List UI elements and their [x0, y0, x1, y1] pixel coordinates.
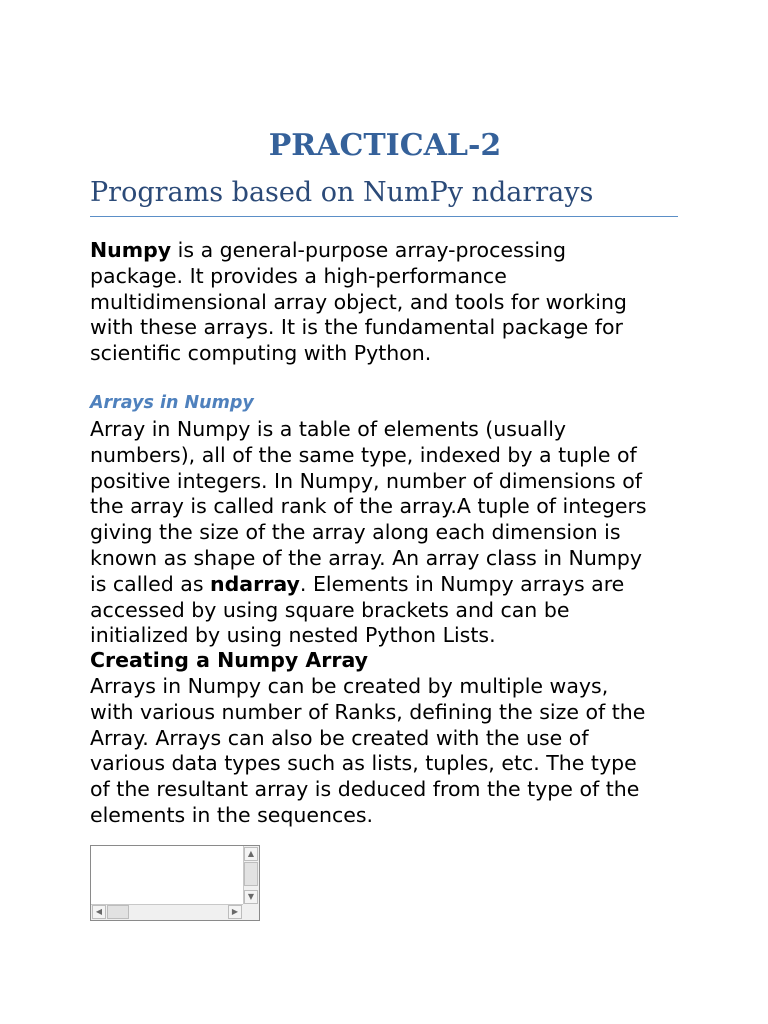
- arrays-line7-rest: . Elements in Numpy arrays are: [299, 571, 625, 596]
- page-title: PRACTICAL-2: [268, 128, 502, 163]
- horizontal-scroll-thumb[interactable]: [107, 905, 129, 919]
- page-subtitle: Programs based on NumPy ndarrays: [90, 177, 594, 208]
- scroll-right-button[interactable]: ▶: [228, 905, 242, 919]
- ndarray-term: ndarray: [210, 571, 300, 596]
- intro-line: scientific computing with Python.: [90, 341, 432, 366]
- scroll-up-button[interactable]: ▲: [244, 847, 258, 861]
- scroll-down-button[interactable]: ▼: [244, 890, 258, 904]
- arrays-line: initialized by using nested Python Lists.: [90, 623, 496, 648]
- creating-line: Array. Arrays can also be created with the use of: [90, 725, 589, 750]
- intro-line: multidimensional array object, and tools for working: [90, 289, 627, 314]
- vertical-scroll-thumb[interactable]: [244, 862, 258, 886]
- horizontal-scrollbar[interactable]: [91, 904, 243, 920]
- intro-term: Numpy: [90, 238, 172, 262]
- section-heading-arrays: Arrays in Numpy: [90, 393, 254, 413]
- scrollbar-corner: [243, 904, 259, 920]
- arrays-line: the array is called rank of the array.A tuple of integers: [90, 494, 647, 519]
- arrays-line: numbers), all of the same type, indexed by a tuple of: [90, 442, 637, 467]
- intro-line1-text: is a general-purpose array-processing: [171, 238, 567, 262]
- arrays-line: giving the size of the array along each dimension is: [90, 520, 621, 545]
- arrays-line: [90, 572, 690, 598]
- creating-line: with various number of Ranks, defining the size of the: [90, 699, 646, 724]
- creating-line: Arrays in Numpy can be created by multiple ways,: [90, 674, 609, 698]
- intro-line: with these arrays. It is the fundamental package for: [90, 315, 623, 340]
- subtitle-divider: [90, 216, 678, 217]
- intro-line: [90, 238, 690, 264]
- vertical-scrollbar[interactable]: [243, 846, 259, 905]
- scroll-left-button[interactable]: ◀: [92, 905, 106, 919]
- embedded-object-box[interactable]: [90, 845, 260, 921]
- arrays-line: known as shape of the array. An array class in Numpy: [90, 545, 642, 570]
- section-heading-creating: Creating a Numpy Array: [90, 648, 369, 672]
- intro-line: package. It provides a high-performance: [90, 263, 507, 288]
- creating-line: of the resultant array is deduced from the type of the: [90, 777, 640, 802]
- arrays-line: accessed by using square brackets and can be: [90, 597, 570, 622]
- arrays-line: positive integers. In Numpy, number of dimensions of: [90, 468, 643, 493]
- arrays-line7-start: is called as: [90, 571, 211, 596]
- arrays-line: Array in Numpy is a table of elements (usually: [90, 417, 567, 441]
- creating-paragraph: [90, 674, 690, 829]
- intro-paragraph: [90, 238, 690, 367]
- creating-line: various data types such as lists, tuples, etc. The type: [90, 751, 637, 776]
- arrays-paragraph: [90, 417, 690, 649]
- creating-line: elements in the sequences.: [90, 802, 374, 827]
